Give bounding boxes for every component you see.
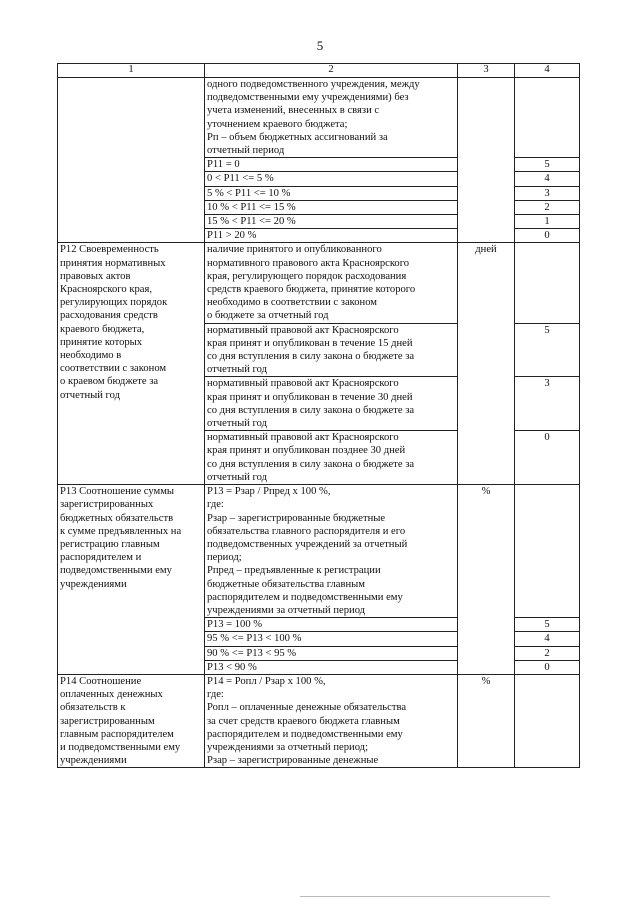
unit-cell bbox=[458, 78, 515, 243]
score-cell: 0 bbox=[515, 229, 580, 243]
unit-cell: дней bbox=[458, 243, 515, 485]
indicator-cell: Р12 Своевременность принятия нормативных правовых актов Красноярского края, регулирующих порядок расходования средств краевого бюджета, принятие которых необходимо в соответствии с законом о краевом бюджете за отчетный год bbox=[58, 243, 205, 485]
description-cell: Р13 < 90 % bbox=[205, 660, 458, 674]
description-cell: Р11 > 20 % bbox=[205, 229, 458, 243]
score-cell: 4 bbox=[515, 172, 580, 186]
description-cell: 10 % < Р11 <= 15 % bbox=[205, 200, 458, 214]
scan-edge-line bbox=[300, 896, 550, 897]
score-cell bbox=[515, 243, 580, 323]
score-cell: 5 bbox=[515, 618, 580, 632]
indicator-cell bbox=[58, 78, 205, 243]
criteria-table bbox=[57, 63, 580, 768]
score-cell: 2 bbox=[515, 646, 580, 660]
column-header: 3 bbox=[458, 64, 515, 78]
table-row bbox=[58, 243, 580, 323]
table-row bbox=[58, 674, 580, 767]
table-header-row bbox=[58, 64, 580, 78]
score-cell: 1 bbox=[515, 215, 580, 229]
description-cell: нормативный правовой акт Красноярского края принят и опубликован позднее 30 дней со дня вступления в силу закона о бюджете за отчетный год bbox=[205, 431, 458, 485]
score-cell: 4 bbox=[515, 632, 580, 646]
score-cell: 0 bbox=[515, 431, 580, 485]
score-cell: 3 bbox=[515, 186, 580, 200]
column-header: 1 bbox=[58, 64, 205, 78]
description-cell: 15 % < Р11 <= 20 % bbox=[205, 215, 458, 229]
description-cell: наличие принятого и опубликованного нормативного правового акта Красноярского края, регулирующего порядок расходования средств краевого бюджета, принятие которого необходимо в соответствии с законом о бюджете за отчетный год bbox=[205, 243, 458, 323]
description-cell: 0 < Р11 <= 5 % bbox=[205, 172, 458, 186]
description-cell: 5 % < Р11 <= 10 % bbox=[205, 186, 458, 200]
score-cell: 2 bbox=[515, 200, 580, 214]
unit-cell: % bbox=[458, 485, 515, 675]
score-cell bbox=[515, 674, 580, 767]
description-cell: Р14 = Ропл / Рзар х 100 %, где: Ропл – оплаченные денежные обязательства за счет средств краевого бюджета главным распорядителем и подведомственными ему учреждениями за отчетный период; Рзар – зарегистрированные денежные bbox=[205, 674, 458, 767]
unit-cell: % bbox=[458, 674, 515, 767]
description-cell: 90 % <= Р13 < 95 % bbox=[205, 646, 458, 660]
score-cell: 3 bbox=[515, 377, 580, 431]
score-cell bbox=[515, 78, 580, 158]
score-cell: 5 bbox=[515, 158, 580, 172]
description-cell: нормативный правовой акт Красноярского края принят и опубликован в течение 30 дней со дня вступления в силу закона о бюджете за отчетный год bbox=[205, 377, 458, 431]
table-row bbox=[58, 78, 580, 158]
description-cell: Р13 = 100 % bbox=[205, 618, 458, 632]
score-cell bbox=[515, 485, 580, 618]
indicator-cell: Р14 Соотношение оплаченных денежных обязательств к зарегистрированным главным распорядителем и подведомственными ему учреждениями bbox=[58, 674, 205, 767]
column-header: 4 bbox=[515, 64, 580, 78]
table-row bbox=[58, 485, 580, 618]
description-cell: 95 % <= Р13 < 100 % bbox=[205, 632, 458, 646]
column-header: 2 bbox=[205, 64, 458, 78]
description-cell: Р11 = 0 bbox=[205, 158, 458, 172]
description-cell: одного подведомственного учреждения, между подведомственными ему учреждениями) без учета изменений, внесенных в связи с уточнением краевого бюджета; Рп – объем бюджетных ассигнований за отчетный период bbox=[205, 78, 458, 158]
description-cell: Р13 = Рзар / Рпред х 100 %, где: Рзар – зарегистрированные бюджетные обязательства главного распорядителя и его подведомственных учреждений за отчетный период; Рпред – предъявленные к регистрации бюджетные обязательства главным распорядителем и подведомственными ему учреждениями за отчетный период bbox=[205, 485, 458, 618]
score-cell: 5 bbox=[515, 323, 580, 377]
page-number: 5 bbox=[316, 38, 324, 53]
indicator-cell: Р13 Соотношение суммы зарегистрированных бюджетных обязательств к сумме предъявленных на регистрацию главным распорядителем и подведомственными ему учреждениями bbox=[58, 485, 205, 675]
description-cell: нормативный правовой акт Красноярского края принят и опубликован в течение 15 дней со дня вступления в силу закона о бюджете за отчетный год bbox=[205, 323, 458, 377]
score-cell: 0 bbox=[515, 660, 580, 674]
